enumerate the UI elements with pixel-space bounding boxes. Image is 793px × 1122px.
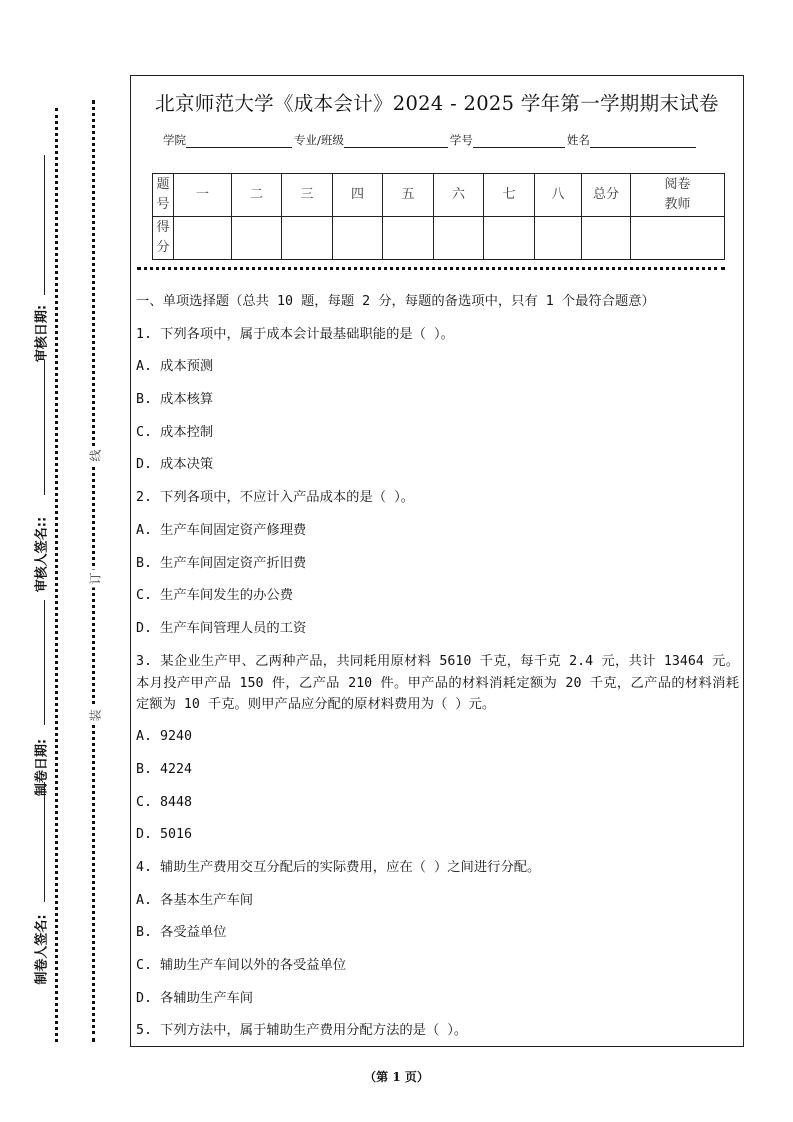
dotted-line <box>55 108 58 1042</box>
answer-option[interactable]: C. 辅助生产车间以外的各受益单位 <box>136 958 347 974</box>
section-heading: 一、单项选择题（总共 10 题，每题 2 分，每题的备选项中，只有 1 个最符合题意） <box>136 294 655 309</box>
name-field[interactable] <box>590 135 696 148</box>
student-id-field[interactable] <box>473 135 565 148</box>
maker-sign-label: 制卷人签名: <box>34 914 50 985</box>
score-cell[interactable] <box>383 217 434 260</box>
score-table <box>152 173 725 260</box>
reviewer-sign-label: 审核人签名:: <box>34 516 50 593</box>
answer-option[interactable]: B. 4224 <box>136 761 193 777</box>
make-date-label: 制卷日期: <box>34 738 50 797</box>
score-cell[interactable] <box>535 217 582 260</box>
review-date-field[interactable] <box>44 155 45 295</box>
header-cell: 六 <box>434 174 484 217</box>
answer-option[interactable]: C. 生产车间发生的办公费 <box>136 588 293 604</box>
answer-option[interactable]: A. 成本预测 <box>136 359 214 375</box>
header-cell: 五 <box>383 174 434 217</box>
answer-option[interactable]: B. 生产车间固定资产折旧费 <box>136 555 307 571</box>
exam-page-frame <box>130 75 744 1047</box>
college-label: 学院 <box>163 133 186 147</box>
name-label: 姓名 <box>566 133 590 147</box>
dotted-separator <box>137 267 725 270</box>
score-cell[interactable] <box>174 217 232 260</box>
header-cell: 一 <box>174 174 232 217</box>
score-cell[interactable] <box>484 217 535 260</box>
question-stem: 5. 下列方法中，属于辅助生产费用分配方法的是（ ）。 <box>136 1023 468 1039</box>
major-field[interactable] <box>344 135 448 148</box>
bind-char: 装 <box>87 707 104 725</box>
page-number: （第 1 页） <box>364 1070 429 1084</box>
score-header-row <box>153 174 725 217</box>
reviewer-sign-field[interactable] <box>44 360 45 495</box>
answer-option[interactable]: A. 9240 <box>136 729 193 745</box>
answer-option[interactable]: D. 生产车间管理人员的工资 <box>136 620 307 636</box>
question-stem: 4. 辅助生产费用交互分配后的实际费用，应在（ ）之间进行分配。 <box>136 860 541 875</box>
question-stem: 3. 某企业生产甲、乙两种产品，共同耗用原材料 5610 千克，每千克 2.4 元，共计 13464 元。本月投产甲产品 150 件，乙产品 210 件。甲产品的材料消耗定额为 20 千克，乙产品的材料消耗定额为 10 千克。则甲产品应分配的原材料费用为（ ）元。 <box>136 654 739 713</box>
exam-title: 北京师范大学《成本会计》2024 - 2025 学年第一学期期末试卷 <box>155 92 719 115</box>
score-cell[interactable] <box>631 217 725 260</box>
answer-option[interactable]: D. 5016 <box>136 827 193 843</box>
bind-char: 订 <box>87 570 104 588</box>
score-cell[interactable] <box>434 217 484 260</box>
answer-option[interactable]: C. 成本控制 <box>136 424 214 440</box>
answer-option[interactable]: B. 成本核算 <box>136 392 214 408</box>
answer-option[interactable]: D. 成本决策 <box>136 457 214 473</box>
score-row <box>153 217 725 260</box>
score-cell[interactable] <box>582 217 631 260</box>
student-info-row <box>163 132 698 148</box>
header-cell: 二 <box>232 174 282 217</box>
score-cell[interactable] <box>333 217 383 260</box>
answer-option[interactable]: B. 各受益单位 <box>136 925 227 941</box>
make-date-field[interactable] <box>44 600 45 725</box>
bind-char: 线 <box>87 447 104 465</box>
header-cell: 阅卷教师 <box>631 174 725 217</box>
header-cell: 三 <box>282 174 333 217</box>
student-id-label: 学号 <box>449 133 473 147</box>
question-stem: 2. 下列各项中，不应计入产品成本的是（ ）。 <box>136 490 415 506</box>
answer-option[interactable]: A. 生产车间固定资产修理费 <box>136 522 307 538</box>
header-cell: 八 <box>535 174 582 217</box>
question-list <box>136 286 739 1048</box>
header-cell: 七 <box>484 174 535 217</box>
review-date-label: 审核日期: <box>34 304 50 363</box>
header-cell: 题号 <box>153 174 174 217</box>
header-cell: 总分 <box>582 174 631 217</box>
answer-option[interactable]: D. 各辅助生产车间 <box>136 990 254 1006</box>
answer-option[interactable]: A. 各基本生产车间 <box>136 892 254 908</box>
question-stem: 1. 下列各项中，属于成本会计最基础职能的是（ ）。 <box>136 326 454 342</box>
header-cell: 四 <box>333 174 383 217</box>
major-label: 专业/班级 <box>294 133 344 147</box>
answer-option[interactable]: C. 8448 <box>136 794 193 810</box>
row-label: 得分 <box>153 217 174 260</box>
score-cell[interactable] <box>232 217 282 260</box>
score-cell[interactable] <box>282 217 333 260</box>
college-field[interactable] <box>186 135 292 148</box>
